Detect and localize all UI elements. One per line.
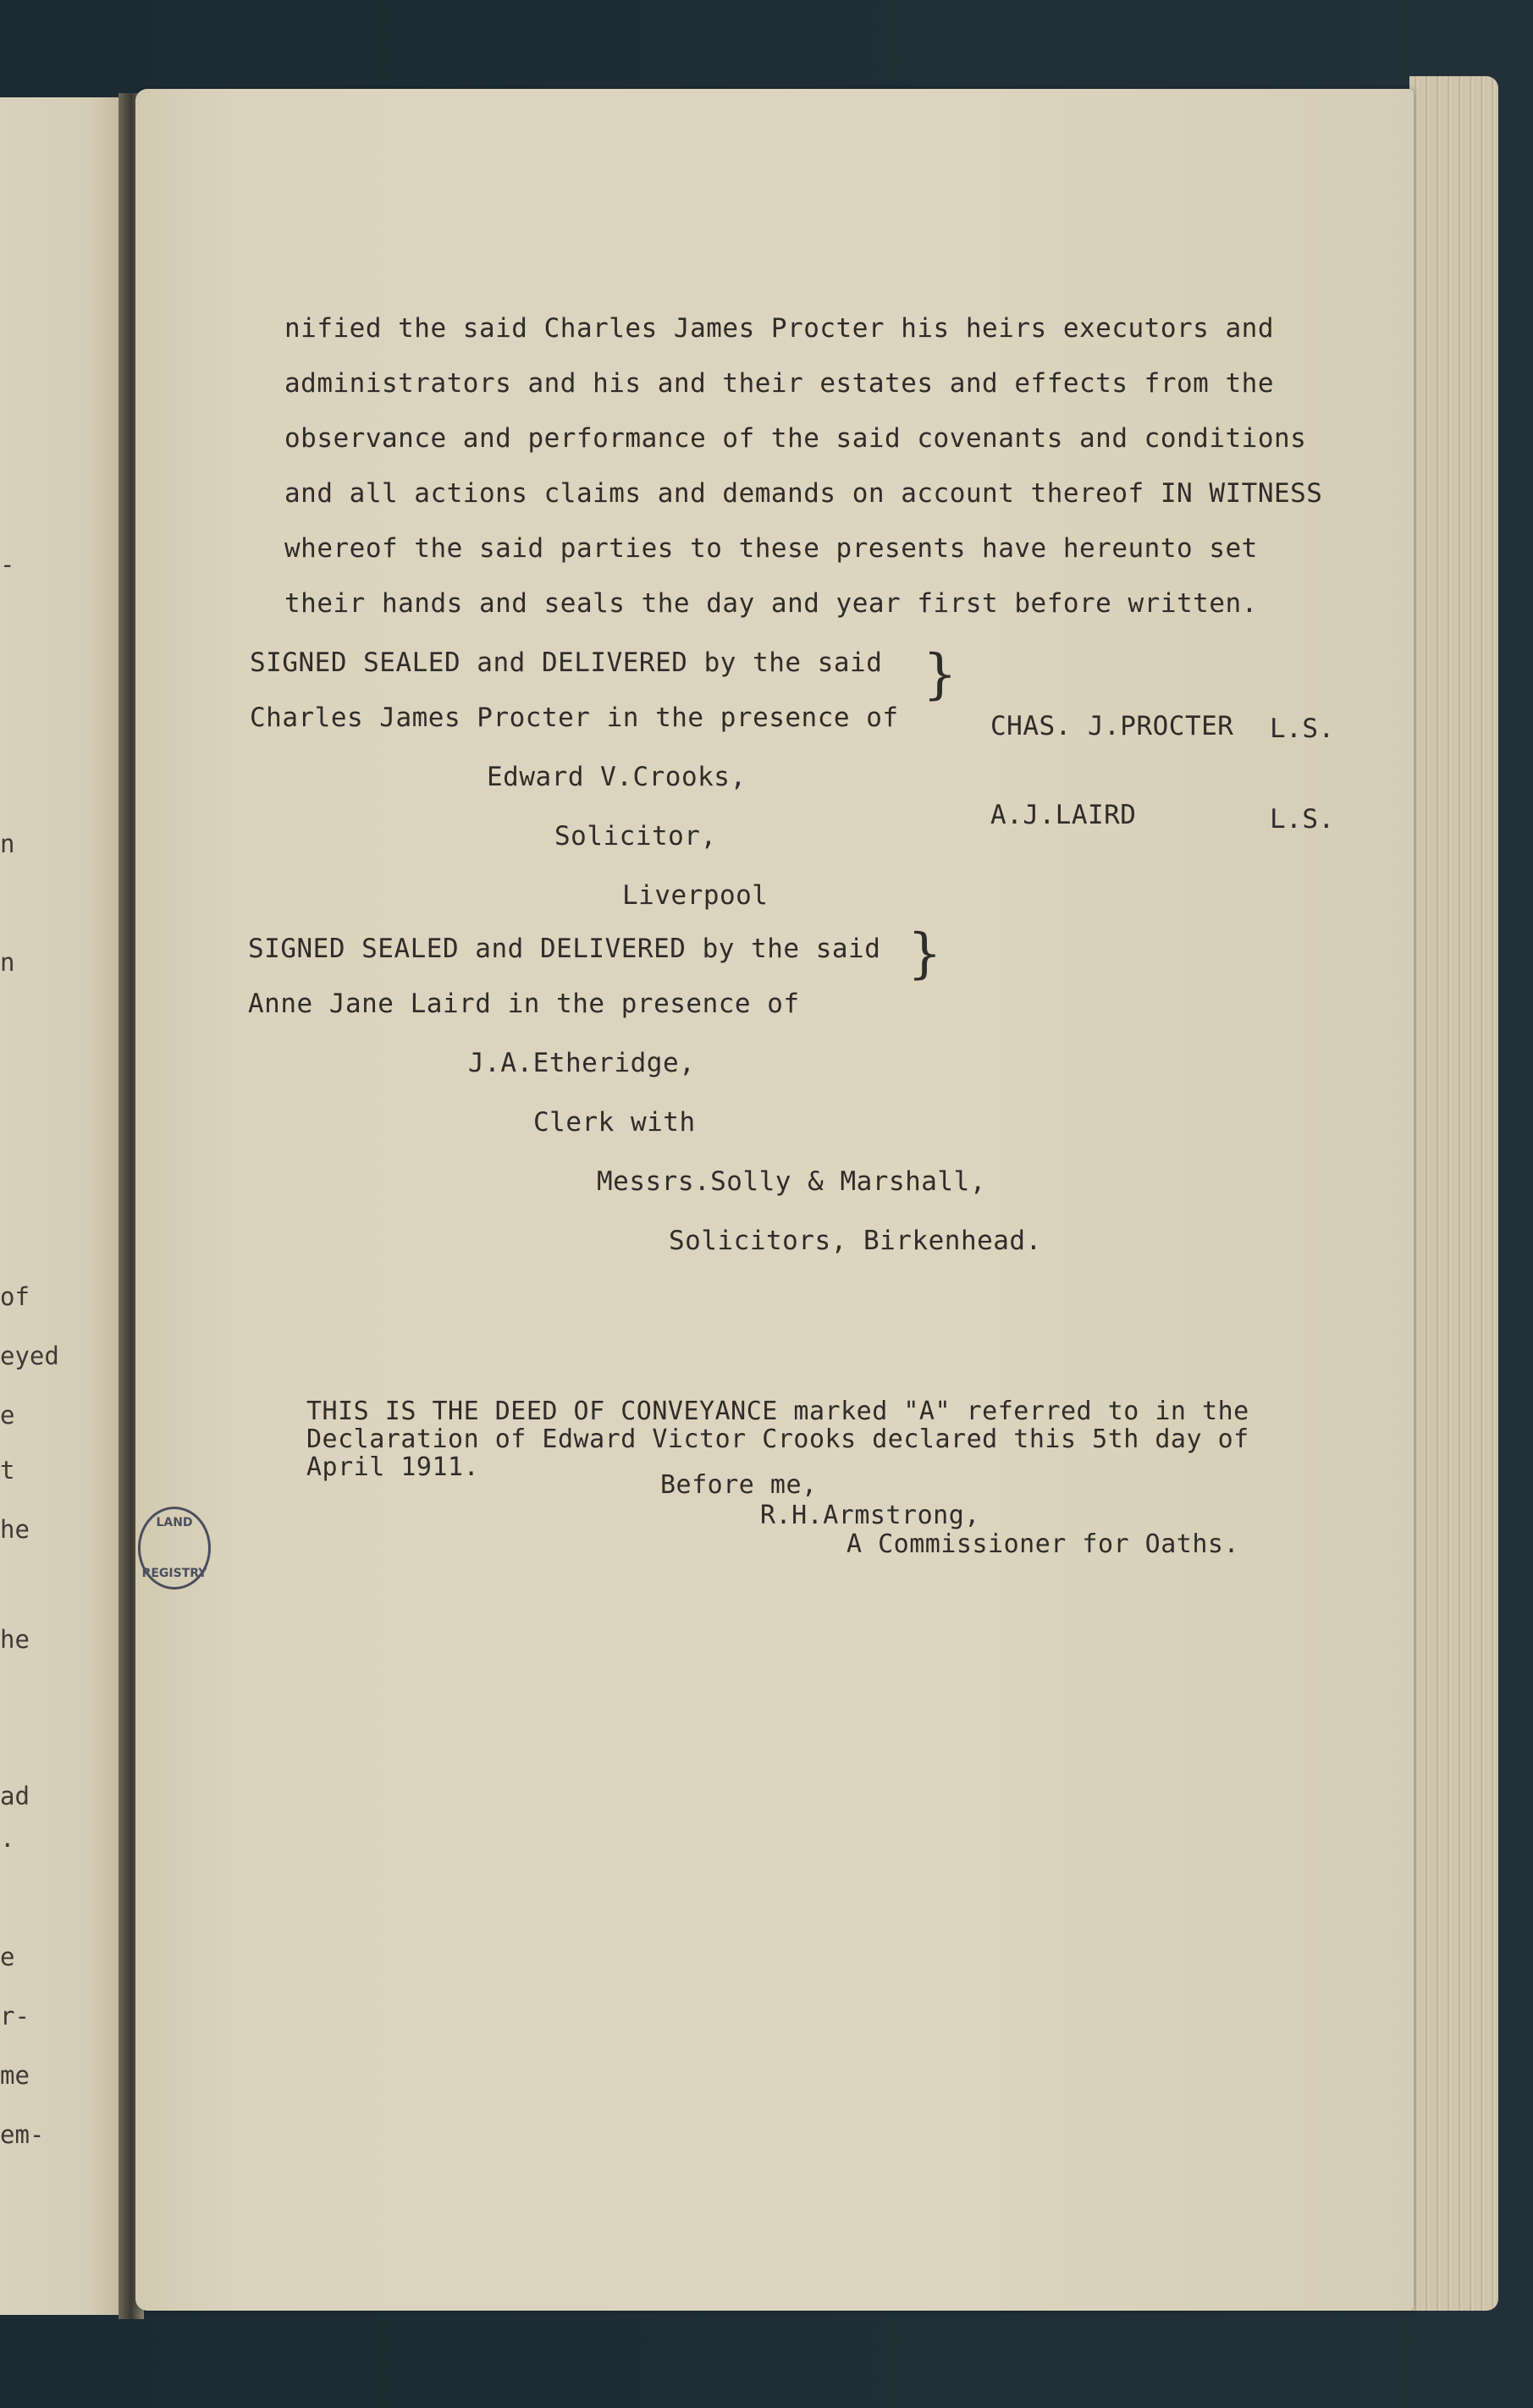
witness-place-etheridge: Solicitors, Birkenhead.	[669, 1226, 1042, 1256]
left-fragment: e	[0, 1401, 15, 1430]
left-fragment: n	[0, 948, 15, 977]
left-fragment: of	[0, 1282, 30, 1311]
land-registry-stamp: LAND REGISTRY	[138, 1507, 211, 1590]
signature-procter: CHAS. J.PROCTER	[990, 711, 1234, 741]
witness-place-crooks: Liverpool	[622, 880, 769, 911]
witness-title-etheridge: Clerk with	[533, 1107, 696, 1138]
left-fragment: .	[0, 1824, 15, 1853]
signature-laird: A.J.LAIRD	[990, 800, 1137, 830]
left-fragment: t	[0, 1456, 15, 1485]
signing-clause-procter: Charles James Procter in the presence of	[250, 703, 899, 733]
body-line: nified the said Charles James Procter his heirs executors and	[284, 313, 1274, 344]
document-page	[135, 89, 1414, 2311]
endorsement-line: April 1911.	[306, 1452, 480, 1482]
witness-name-etheridge: J.A.Etheridge,	[468, 1048, 696, 1078]
endorsement-line: THIS IS THE DEED OF CONVEYANCE marked "A" referred to in the	[306, 1397, 1249, 1426]
page-edges	[1409, 76, 1498, 2311]
endorsement-before: Before me,	[660, 1470, 818, 1500]
brace-procter: }	[923, 643, 957, 706]
left-fragment: -	[0, 550, 15, 579]
body-line: whereof the said parties to these presents have hereunto set	[284, 533, 1258, 564]
left-fragment: he	[0, 1625, 30, 1654]
left-facing-page	[0, 97, 127, 2315]
commissioner-name: R.H.Armstrong,	[760, 1501, 980, 1530]
witness-firm-etheridge: Messrs.Solly & Marshall,	[597, 1166, 986, 1197]
signing-clause-laird: Anne Jane Laird in the presence of	[248, 989, 800, 1019]
left-fragment: e	[0, 1942, 15, 1971]
endorsement-line: Declaration of Edward Victor Crooks declared this 5th day of	[306, 1424, 1249, 1454]
left-fragment: me	[0, 2061, 30, 2090]
body-line: observance and performance of the said covenants and conditions	[284, 423, 1307, 454]
witness-name-crooks: Edward V.Crooks,	[487, 762, 747, 792]
brace-laird: }	[907, 923, 942, 985]
body-line: and all actions claims and demands on account thereof IN WITNESS	[284, 478, 1323, 509]
seal-procter: L.S.	[1270, 714, 1335, 744]
left-fragment: n	[0, 829, 15, 858]
seal-laird: L.S.	[1270, 804, 1335, 835]
left-fragment: em-	[0, 2120, 45, 2149]
left-fragment: ad	[0, 1782, 30, 1810]
body-line: administrators and his and their estates and effects from the	[284, 368, 1274, 399]
left-fragment: he	[0, 1515, 30, 1544]
body-line: their hands and seals the day and year first before written.	[284, 588, 1258, 619]
witness-title-crooks: Solicitor,	[554, 821, 717, 851]
left-fragment: eyed	[0, 1342, 59, 1370]
signing-clause-procter: SIGNED SEALED and DELIVERED by the said	[250, 647, 883, 678]
signing-clause-laird: SIGNED SEALED and DELIVERED by the said	[248, 934, 881, 964]
left-fragment: r-	[0, 2002, 30, 2031]
commissioner-title: A Commissioner for Oaths.	[846, 1529, 1240, 1559]
